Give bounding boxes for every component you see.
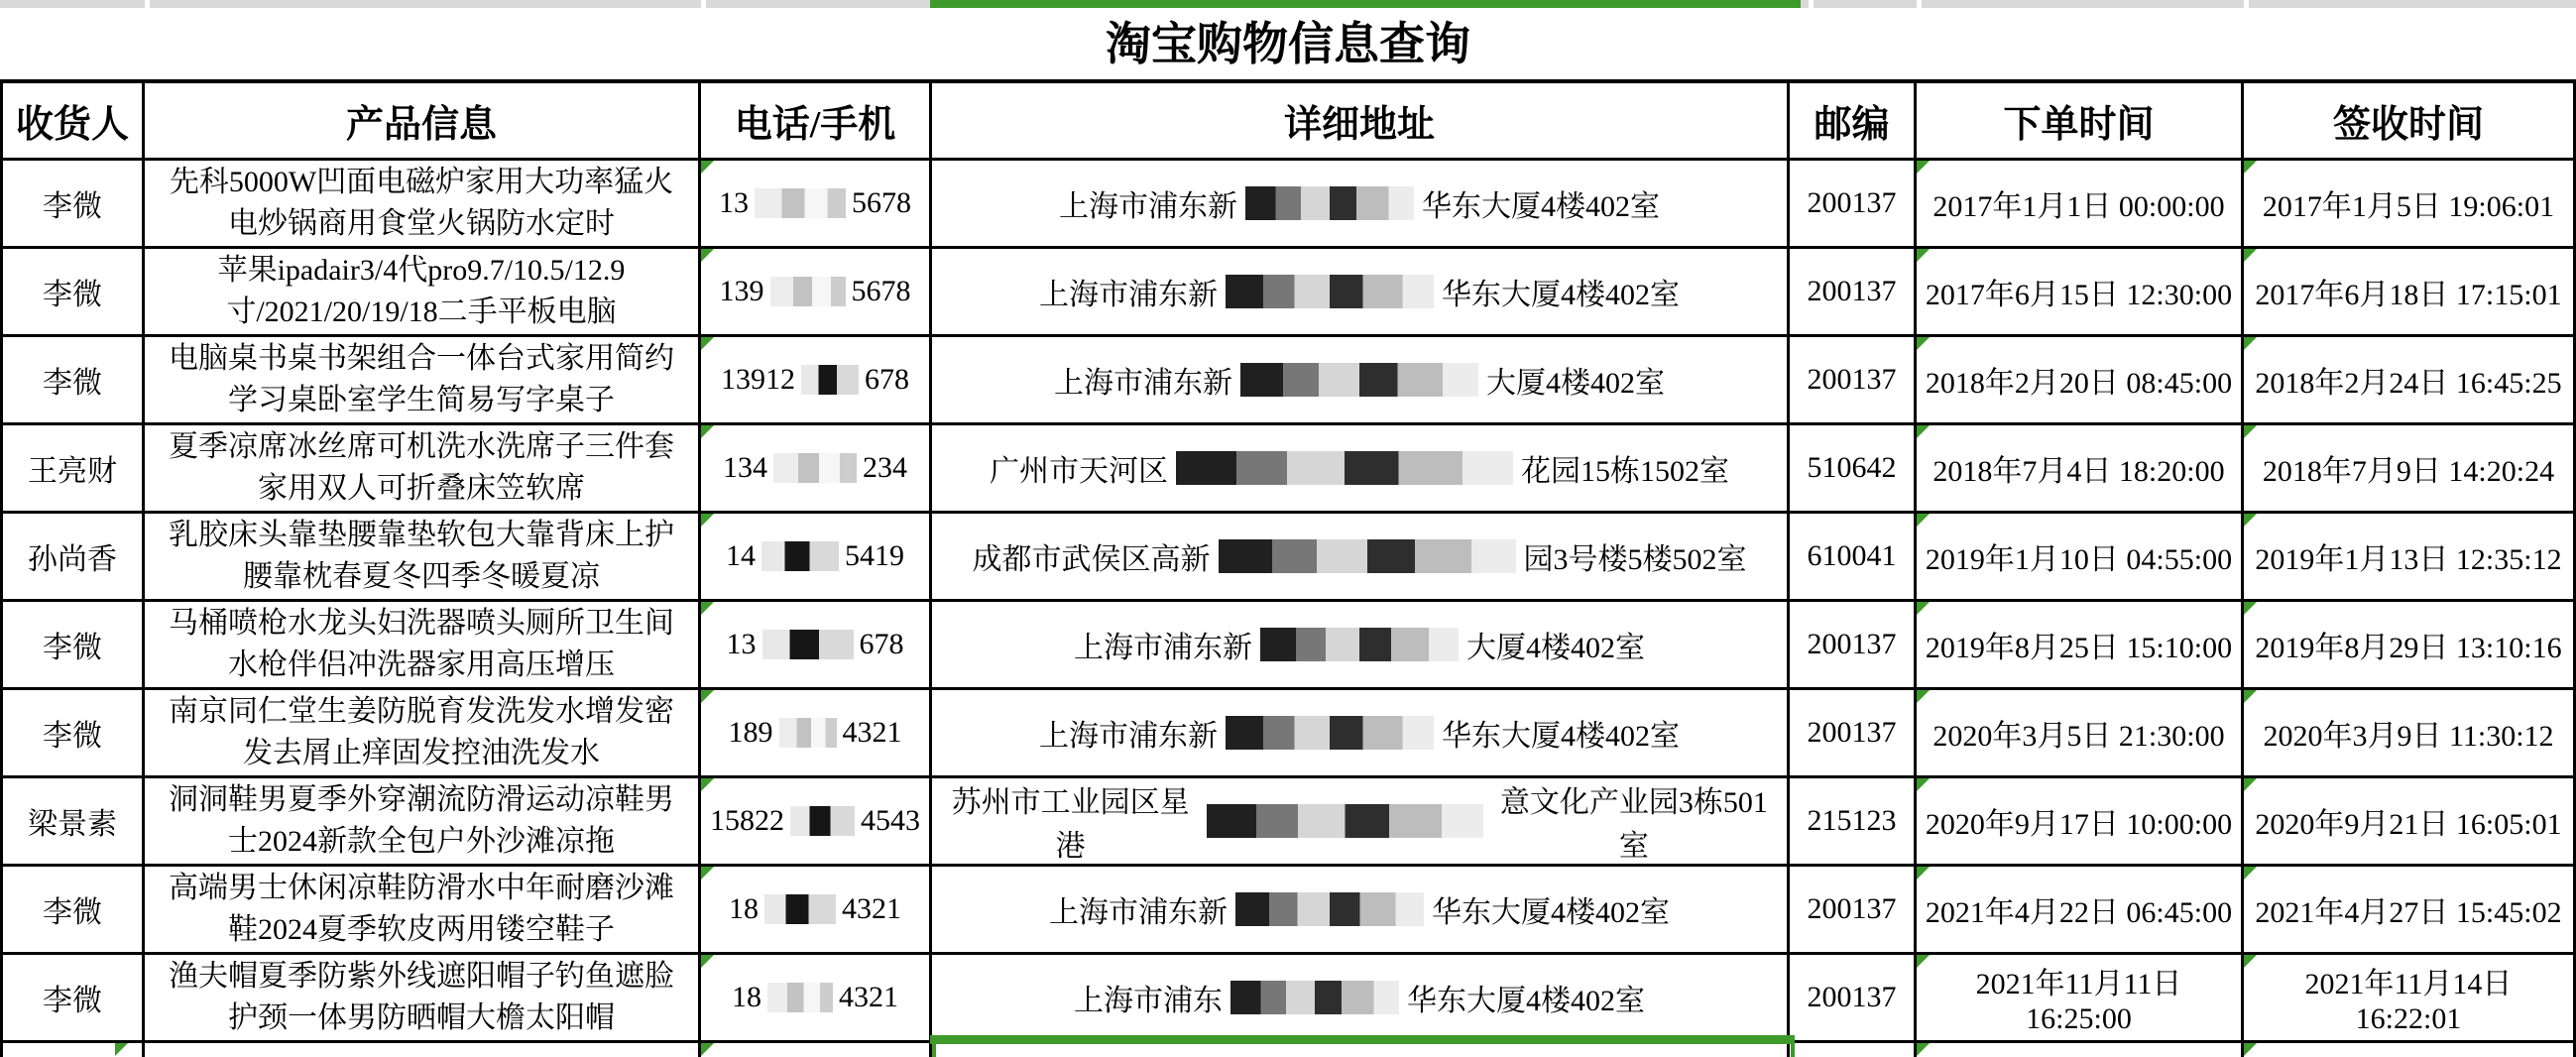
cell-text: 678 <box>865 363 909 396</box>
partial-row-cell[interactable] <box>932 1043 1790 1057</box>
cell-zip[interactable] <box>1790 161 1917 249</box>
cell-sign-time[interactable] <box>2244 514 2576 602</box>
cell-phone[interactable] <box>701 602 932 690</box>
cell-text: 李微 <box>43 985 102 1017</box>
cell-text: 2021年4月22日 06:45:00 <box>1925 896 2233 929</box>
cell-text: 成都市武侯区高新 <box>972 543 1211 576</box>
cell-text: 苹果ipadair3/4代pro9.7/10.5/12.9寸/2021/20/19/18二手平板电脑 <box>217 254 626 328</box>
cell-text: 洞洞鞋男夏季外穿潮流防滑运动凉鞋男士2024新款全包户外沙滩凉拖 <box>169 783 674 858</box>
cell-text: 510642 <box>1807 451 1897 484</box>
cell-text: 2019年1月10日 04:55:00 <box>1925 543 2233 576</box>
redaction-block <box>1219 539 1516 573</box>
cell-order-time[interactable] <box>1917 161 2244 249</box>
cell-text: 200137 <box>1807 186 1897 219</box>
cell-zip[interactable] <box>1790 690 1917 778</box>
corner-flag-icon <box>2244 1043 2257 1056</box>
cell-text: 上海市浦东新 <box>1074 632 1252 664</box>
corner-flag-icon <box>1917 602 1930 615</box>
cell-text: 2017年1月1日 00:00:00 <box>1932 190 2225 223</box>
cell-text: 大厦4楼402室 <box>1466 632 1645 664</box>
cell-text: 大厦4楼402室 <box>1486 367 1665 400</box>
strip-gap <box>2244 0 2249 8</box>
cell-text: 2020年3月5日 21:30:00 <box>1932 720 2225 753</box>
cell-phone[interactable] <box>701 249 932 337</box>
cell-phone[interactable] <box>701 337 932 425</box>
cell-text: 200137 <box>1807 363 1897 396</box>
cell-text: 2019年8月29日 13:10:16 <box>2255 632 2562 664</box>
cell-text: 215123 <box>1807 804 1897 837</box>
corner-flag-icon <box>2244 778 2257 791</box>
strip-gap <box>1809 0 1814 8</box>
redaction-block <box>779 718 837 748</box>
cell-text: 华东大厦4楼402室 <box>1407 985 1645 1017</box>
header-sign-time[interactable]: 签收时间 <box>2244 83 2576 161</box>
cell-sign-time[interactable] <box>2244 867 2576 955</box>
corner-flag-icon <box>1917 1043 1930 1056</box>
corner-flag-icon <box>2244 337 2257 350</box>
cell-zip[interactable] <box>1790 778 1917 867</box>
cell-product[interactable] <box>145 161 701 249</box>
cell-phone[interactable] <box>701 514 932 602</box>
cell-text: 2017年6月18日 17:15:01 <box>2255 279 2562 311</box>
cell-text: 2020年9月21日 16:05:01 <box>2255 808 2562 841</box>
cell-sign-time[interactable] <box>2244 161 2576 249</box>
cell-text: 610041 <box>1807 539 1897 572</box>
cell-phone[interactable] <box>701 778 932 867</box>
cell-text: 梁景素 <box>28 808 117 841</box>
cell-phone[interactable] <box>701 955 932 1043</box>
cell-recipient[interactable] <box>0 425 145 514</box>
cell-text: 2018年7月4日 18:20:00 <box>1932 455 2225 488</box>
cell-product[interactable] <box>145 690 701 778</box>
cell-text: 678 <box>859 628 904 660</box>
cell-text: 上海市浦东新 <box>1039 279 1218 311</box>
cell-text: 园3号楼5楼502室 <box>1523 543 1747 576</box>
redaction-block <box>1176 451 1513 485</box>
corner-flag-icon <box>1917 161 1930 174</box>
cell-text: 15822 <box>710 804 784 837</box>
selected-column-bottom-border <box>930 1035 1795 1044</box>
corner-flag-icon <box>701 690 714 703</box>
cell-text: 5678 <box>852 186 911 219</box>
cell-recipient[interactable] <box>0 161 145 249</box>
cell-text: 李微 <box>43 367 102 400</box>
corner-flag-icon <box>701 955 714 968</box>
cell-address[interactable] <box>932 778 1790 867</box>
redaction-block <box>762 630 854 659</box>
cell-text: 李微 <box>43 632 102 664</box>
corner-flag-icon <box>2244 867 2257 880</box>
cell-order-time[interactable] <box>1917 514 2244 602</box>
corner-flag-icon <box>1917 955 1930 968</box>
partial-row-cell[interactable] <box>145 1043 701 1057</box>
orders-table <box>0 79 2576 1057</box>
cell-text: 13 <box>719 186 749 219</box>
cell-recipient[interactable] <box>0 602 145 690</box>
cell-text: 孙尚香 <box>28 543 117 576</box>
corner-flag-icon <box>701 1043 714 1056</box>
cell-text: 4321 <box>842 892 901 925</box>
cell-text: 2017年6月15日 12:30:00 <box>1925 279 2233 311</box>
cell-order-time[interactable] <box>1917 425 2244 514</box>
cell-product[interactable] <box>145 425 701 514</box>
cell-order-time[interactable] <box>1917 690 2244 778</box>
cell-recipient[interactable] <box>0 867 145 955</box>
corner-flag-icon <box>2244 249 2257 262</box>
redaction-block <box>1226 716 1434 750</box>
redaction-block <box>790 806 855 836</box>
corner-flag-icon <box>2244 602 2257 615</box>
cell-product[interactable] <box>145 337 701 425</box>
cell-recipient[interactable] <box>0 337 145 425</box>
corner-flag-icon <box>701 514 714 527</box>
cell-text: 18 <box>729 892 759 925</box>
cell-text: 上海市浦东新 <box>1059 190 1237 223</box>
corner-flag-icon <box>2244 514 2257 527</box>
redaction-block <box>1226 275 1434 308</box>
cell-text: 李微 <box>43 190 102 223</box>
cell-sign-time[interactable] <box>2244 425 2576 514</box>
redaction-block <box>770 277 846 306</box>
redaction-block <box>767 983 833 1012</box>
redaction-block <box>761 541 839 571</box>
cell-text: 2021年11月14日 16:22:01 <box>2304 968 2513 1035</box>
cell-text: 2019年8月25日 15:10:00 <box>1925 632 2233 664</box>
corner-flag-icon <box>1917 425 1930 438</box>
cell-text: 4543 <box>861 804 920 837</box>
cell-address[interactable] <box>932 690 1790 778</box>
cell-address[interactable] <box>932 249 1790 337</box>
cell-product[interactable] <box>145 249 701 337</box>
cell-address[interactable] <box>932 955 1790 1043</box>
corner-flag-icon <box>2244 161 2257 174</box>
cell-text: 华东大厦4楼402室 <box>1422 190 1660 223</box>
cell-text: 渔夫帽夏季防紫外线遮阳帽子钓鱼遮脸护颈一体男防晒帽大檐太阳帽 <box>169 960 674 1034</box>
sheet-title: 淘宝购物信息查询 <box>1106 19 1470 69</box>
cell-text: 上海市浦东新 <box>1039 720 1218 753</box>
redaction-block <box>1235 892 1424 926</box>
cell-text: 139 <box>719 275 764 307</box>
cell-order-time[interactable] <box>1917 867 2244 955</box>
header-zip[interactable]: 邮编 <box>1790 83 1917 161</box>
cell-text: 高端男士休闲凉鞋防滑水中年耐磨沙滩鞋2024夏季软皮两用镂空鞋子 <box>169 872 674 946</box>
cell-text: 189 <box>728 716 773 749</box>
cell-text: 200137 <box>1807 892 1897 925</box>
cell-text: 2020年3月9日 11:30:12 <box>2263 720 2554 753</box>
cell-zip[interactable] <box>1790 337 1917 425</box>
corner-flag-icon <box>701 161 714 174</box>
corner-flag-icon <box>1917 249 1930 262</box>
cell-text: 2017年1月5日 19:06:01 <box>2262 190 2555 223</box>
cell-text: 花园15栋1502室 <box>1521 455 1729 488</box>
cell-text: 5678 <box>851 275 911 307</box>
cell-phone[interactable] <box>701 425 932 514</box>
corner-flag-icon <box>701 425 714 438</box>
cell-text: 18 <box>732 981 761 1013</box>
cell-phone[interactable] <box>701 690 932 778</box>
strip-gap <box>701 0 706 8</box>
cell-recipient[interactable] <box>0 955 145 1043</box>
corner-flag-icon <box>701 337 714 350</box>
cell-text: 上海市浦东 <box>1074 985 1223 1017</box>
cell-order-time[interactable] <box>1917 249 2244 337</box>
cell-sign-time[interactable] <box>2244 690 2576 778</box>
header-product[interactable]: 产品信息 <box>145 83 701 161</box>
cell-zip[interactable] <box>1790 514 1917 602</box>
selected-column-top-border <box>930 0 1801 8</box>
cell-address[interactable] <box>932 514 1790 602</box>
partial-row-cell[interactable] <box>0 1043 145 1057</box>
cell-text: 上海市浦东新 <box>1049 896 1228 929</box>
redaction-block <box>755 188 846 218</box>
cell-text: 200137 <box>1807 981 1897 1013</box>
cell-order-time[interactable] <box>1917 778 2244 867</box>
partial-row-cell[interactable] <box>1790 1043 1917 1057</box>
cell-sign-time[interactable] <box>2244 778 2576 867</box>
cell-text: 2018年2月20日 08:45:00 <box>1925 367 2233 400</box>
cell-text: 200137 <box>1807 275 1897 307</box>
selected-column-right-border <box>1791 1043 1795 1057</box>
cell-phone[interactable] <box>701 867 932 955</box>
redaction-block <box>1230 981 1399 1014</box>
strip-gap <box>145 0 150 8</box>
corner-flag-icon <box>1917 778 1930 791</box>
cell-text: 广州市天河区 <box>990 455 1168 488</box>
cell-order-time[interactable] <box>1917 337 2244 425</box>
cell-text: 先科5000W凹面电磁炉家用大功率猛火电炒锅商用食堂火锅防水定时 <box>169 166 674 240</box>
cell-text: 234 <box>863 451 907 484</box>
redaction-block <box>773 453 857 483</box>
cell-text: 4321 <box>842 716 902 749</box>
cell-text: 2021年11月11日 16:25:00 <box>1975 968 2182 1035</box>
cell-sign-time[interactable] <box>2244 602 2576 690</box>
cell-text: 2020年9月17日 10:00:00 <box>1925 808 2233 841</box>
header-recipient[interactable]: 收货人 <box>0 83 145 161</box>
header-order-time[interactable]: 下单时间 <box>1917 83 2244 161</box>
redaction-block <box>801 365 859 395</box>
cell-product[interactable] <box>145 778 701 867</box>
cell-text: 华东大厦4楼402室 <box>1442 279 1680 311</box>
cell-text: 2019年1月13日 12:35:12 <box>2255 543 2562 576</box>
cell-text: 200137 <box>1807 628 1897 660</box>
top-strip <box>0 0 2576 8</box>
cell-sign-time[interactable] <box>2244 955 2576 1043</box>
cell-recipient[interactable] <box>0 249 145 337</box>
cell-address[interactable] <box>932 867 1790 955</box>
corner-flag-icon <box>2244 955 2257 968</box>
cell-order-time[interactable] <box>1917 955 2244 1043</box>
cell-text: 南京同仁堂生姜防脱育发洗发水增发密发去屑止痒固发控油洗发水 <box>169 695 674 769</box>
cell-text: 意文化产业园3栋501室 <box>1499 786 1768 863</box>
cell-text: 李微 <box>43 279 102 311</box>
cell-product[interactable] <box>145 867 701 955</box>
cell-product[interactable] <box>145 955 701 1043</box>
cell-zip[interactable] <box>1790 425 1917 514</box>
cell-text: 14 <box>726 539 756 572</box>
cell-text: 李微 <box>43 896 102 929</box>
cell-text: 乳胶床头靠垫腰靠垫软包大靠背床上护腰靠枕春夏冬四季冬暖夏凉 <box>169 519 674 593</box>
cell-zip[interactable] <box>1790 602 1917 690</box>
cell-text: 马桶喷枪水龙头妇洗器喷头厕所卫生间水枪伴侣冲洗器家用高压增压 <box>169 607 674 681</box>
partial-row-cell[interactable] <box>701 1043 932 1057</box>
redaction-block <box>1207 804 1483 838</box>
cell-address[interactable] <box>932 337 1790 425</box>
header-phone[interactable]: 电话/手机 <box>701 83 932 161</box>
cell-text: 13912 <box>721 363 795 396</box>
cell-order-time[interactable] <box>1917 602 2244 690</box>
cell-text: 华东大厦4楼402室 <box>1442 720 1680 753</box>
cell-text: 5419 <box>845 539 904 572</box>
cell-text: 王亮财 <box>28 455 117 488</box>
cell-recipient[interactable] <box>0 514 145 602</box>
cell-text: 4321 <box>839 981 898 1013</box>
cell-sign-time[interactable] <box>2244 337 2576 425</box>
redaction-block <box>764 894 836 924</box>
redaction-block <box>1245 186 1414 220</box>
cell-text: 华东大厦4楼402室 <box>1432 896 1670 929</box>
corner-flag-icon <box>2244 425 2257 438</box>
corner-flag-icon <box>1917 690 1930 703</box>
cell-text: 2018年7月9日 14:20:24 <box>2262 455 2555 488</box>
cell-text: 2018年2月24日 16:45:25 <box>2255 367 2562 400</box>
partial-row-cell[interactable] <box>2244 1043 2576 1057</box>
cell-text: 13 <box>726 628 757 660</box>
cell-phone[interactable] <box>701 161 932 249</box>
cell-text: 134 <box>723 451 767 484</box>
header-address[interactable]: 详细地址 <box>932 83 1790 161</box>
cell-text: 200137 <box>1807 716 1897 749</box>
partial-row-cell[interactable] <box>1917 1043 2244 1057</box>
corner-flag-icon <box>701 867 714 880</box>
cell-address[interactable] <box>932 161 1790 249</box>
redaction-block <box>1260 628 1459 661</box>
cell-zip[interactable] <box>1790 249 1917 337</box>
redaction-block <box>1240 363 1478 397</box>
cell-address[interactable] <box>932 602 1790 690</box>
corner-flag-icon <box>115 1043 128 1056</box>
corner-flag-icon <box>701 602 714 615</box>
cell-recipient[interactable] <box>0 690 145 778</box>
corner-flag-icon <box>1917 867 1930 880</box>
corner-flag-icon <box>2244 690 2257 703</box>
cell-product[interactable] <box>145 514 701 602</box>
strip-gap <box>1917 0 1922 8</box>
corner-flag-icon <box>1917 337 1930 350</box>
cell-zip[interactable] <box>1790 955 1917 1043</box>
cell-text: 电脑桌书桌书架组合一体台式家用简约学习桌卧室学生简易写字桌子 <box>169 342 674 416</box>
cell-text: 2021年4月27日 15:45:02 <box>2255 896 2562 929</box>
corner-flag-icon <box>701 249 714 262</box>
corner-flag-icon <box>701 778 714 791</box>
cell-recipient[interactable] <box>0 778 145 867</box>
cell-text: 苏州市工业园区星港 <box>951 786 1190 863</box>
cell-text: 李微 <box>43 720 102 753</box>
corner-flag-icon <box>1917 514 1930 527</box>
cell-text: 上海市浦东新 <box>1054 367 1232 400</box>
cell-text: 夏季凉席冰丝席可机洗水洗席子三件套家用双人可折叠床笠软席 <box>169 430 674 505</box>
cell-sign-time[interactable] <box>2244 249 2576 337</box>
cell-product[interactable] <box>145 602 701 690</box>
cell-address[interactable] <box>932 425 1790 514</box>
selected-column-left-border <box>932 1043 936 1057</box>
cell-zip[interactable] <box>1790 867 1917 955</box>
